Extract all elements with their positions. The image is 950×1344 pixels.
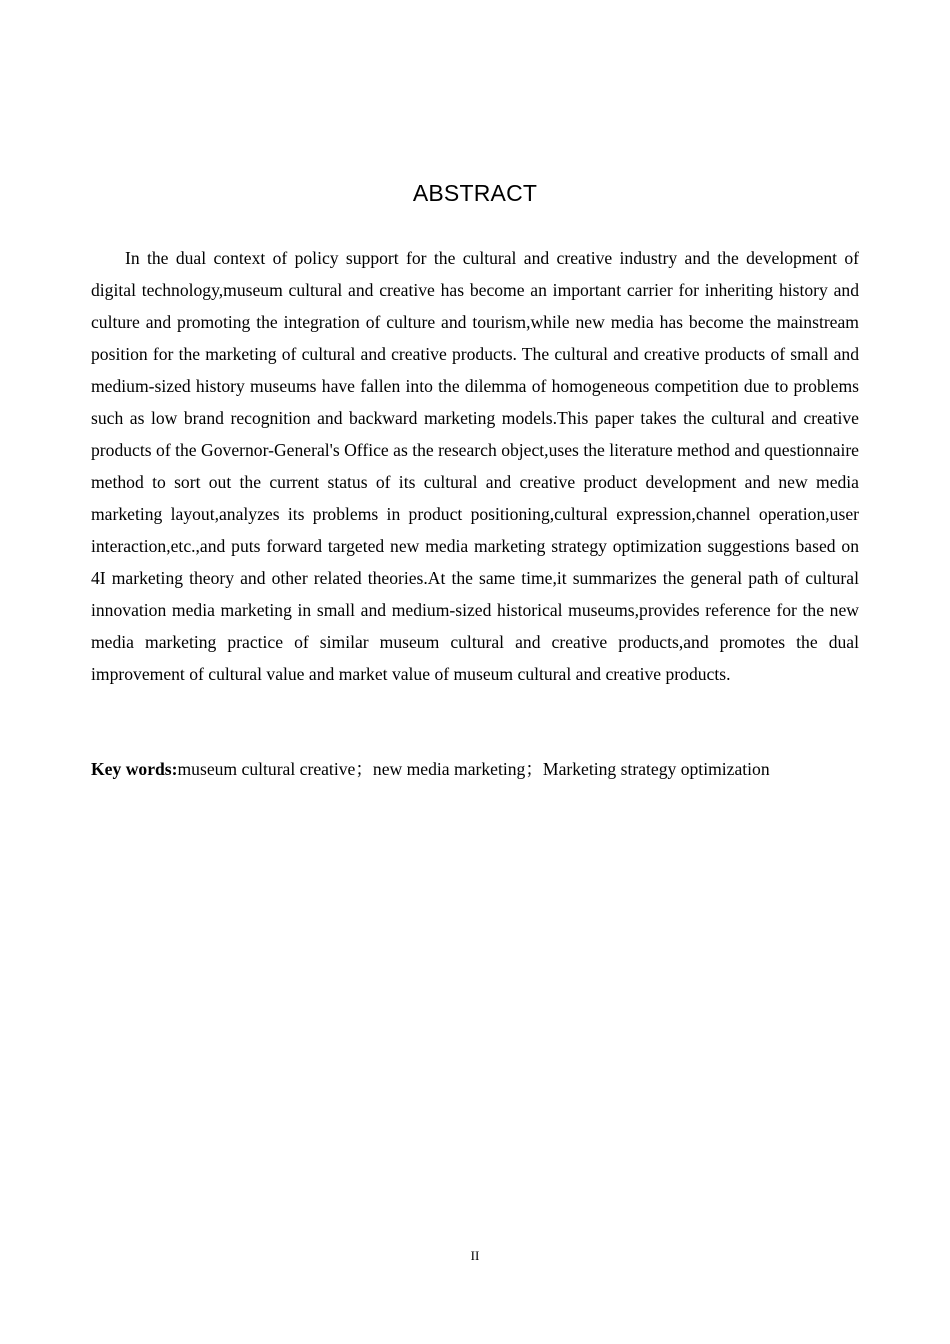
keywords-text: museum cultural creative；new media marketing；Marketing strategy optimization: [177, 759, 770, 779]
keywords-label: Key words:: [91, 759, 178, 779]
page-number: II: [470, 1248, 480, 1263]
abstract-title: ABSTRACT: [412, 180, 538, 206]
keywords-line: [91, 753, 891, 785]
abstract-paragraph: In the dual context of policy support for the cultural and creative industry and the development of digital technology,museum cultural and creative has become an important carrier for inheriting history and culture and promoting the integration of culture and tourism,while new media has become the mainstream position for the marketing of cultural and creative products. The cultural and creative products of small and medium-sized history museums have fallen into the dilemma of homogeneous competition due to problems such as low brand recognition and backward marketing models.This paper takes the cultural and creative products of the Governor-General's Office as the research object,uses the literature method and questionnaire method to sort out the current status of its cultural and creative product development and new media marketing layout,analyzes its problems in product positioning,cultural expression,channel operation,user interaction,etc.,and puts forward targeted new media marketing strategy optimization suggestions based on 4I marketing theory and other related theories.At the same time,it summarizes the general path of cultural innovation media marketing in small and medium-sized historical museums,provides reference for the new media marketing practice of similar museum cultural and creative products,and promotes the dual improvement of cultural value and market value of museum cultural and creative products.: [91, 248, 859, 684]
